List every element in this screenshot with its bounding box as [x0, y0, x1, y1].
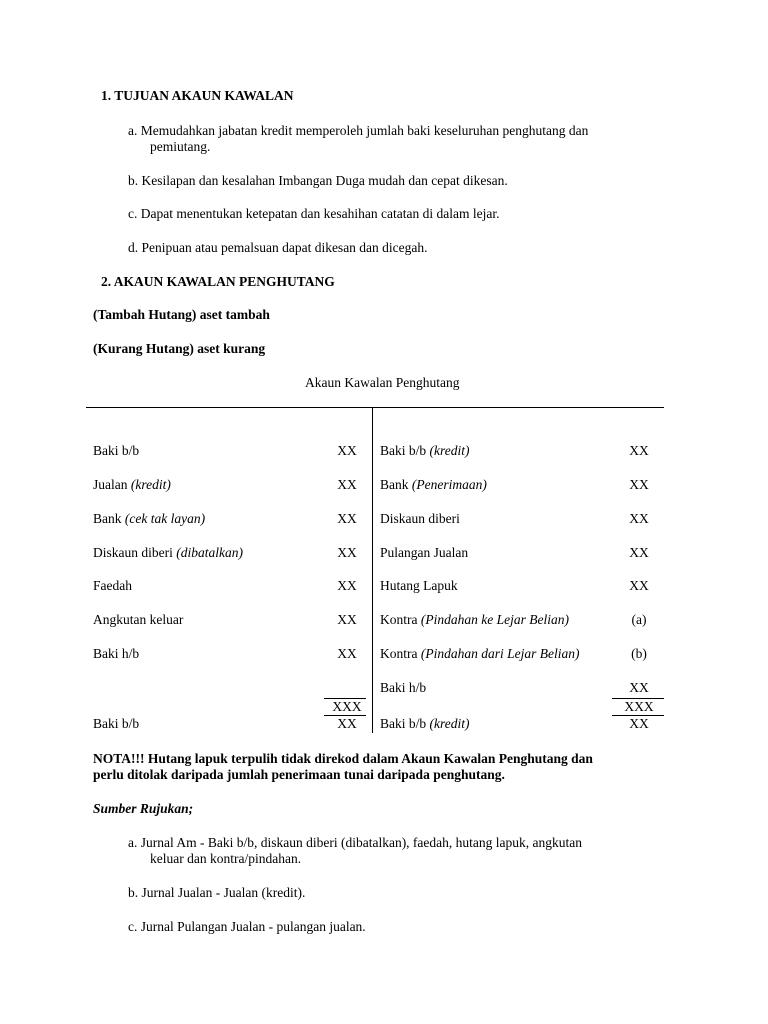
credit-amount: XX: [629, 477, 649, 492]
credit-amount: (a): [631, 612, 647, 627]
credit-row: Bank (Penerimaan): [380, 477, 487, 492]
section1-item-d: d. Penipuan atau pemalsuan dapat dikesan dan dicegah.: [128, 240, 428, 255]
credit-amount: XX: [629, 578, 649, 593]
debit-total: XXX: [332, 699, 362, 714]
credit-final-amount: XX: [629, 716, 649, 731]
debit-amount: XX: [337, 646, 357, 661]
debit-amount: XX: [337, 511, 357, 526]
credit-row: Kontra (Pindahan dari Lejar Belian): [380, 646, 580, 661]
credit-total: XXX: [624, 699, 654, 714]
credit-row: Hutang Lapuk: [380, 578, 458, 593]
section1-item-c: c. Dapat menentukan ketepatan dan kesahihan catatan di dalam lejar.: [128, 206, 500, 221]
debit-row: Angkutan keluar: [93, 612, 184, 627]
debit-final-amount: XX: [337, 716, 357, 731]
credit-row: Kontra (Pindahan ke Lejar Belian): [380, 612, 569, 627]
credit-amount: XX: [629, 680, 649, 695]
credit-row: Diskaun diberi: [380, 511, 460, 526]
section1-item-a: a. Memudahkan jabatan kredit memperoleh jumlah baki keseluruhan penghutang dan: [128, 123, 589, 138]
credit-final-label: Baki b/b (kredit): [380, 716, 470, 731]
debit-row: Jualan (kredit): [93, 477, 171, 492]
section2-heading: 2. AKAUN KAWALAN PENGHUTANG: [101, 274, 335, 289]
debit-row: Baki h/b: [93, 646, 140, 661]
credit-amount: XX: [629, 545, 649, 560]
note-kurang-hutang: (Kurang Hutang) aset kurang: [93, 341, 266, 356]
section1-item-b: b. Kesilapan dan kesalahan Imbangan Duga mudah dan cepat dikesan.: [128, 173, 508, 188]
debit-amount: XX: [337, 477, 357, 492]
debit-row: Bank (cek tak layan): [93, 511, 206, 526]
sumber-heading: Sumber Rujukan;: [93, 801, 194, 816]
credit-amount: XX: [629, 443, 649, 458]
note-tambah-hutang: (Tambah Hutang) aset tambah: [93, 307, 270, 322]
debit-row: Baki b/b: [93, 443, 140, 458]
sumber-item-a: a. Jurnal Am - Baki b/b, diskaun diberi (dibatalkan), faedah, hutang lapuk, angkutan: [128, 835, 583, 850]
account-title: Akaun Kawalan Penghutang: [305, 375, 460, 390]
t-account-divider: [372, 407, 373, 733]
nota-line1: NOTA!!! Hutang lapuk terpulih tidak direkod dalam Akaun Kawalan Penghutang dan: [93, 751, 593, 766]
debit-final-label: Baki b/b: [93, 716, 140, 731]
credit-row: Baki h/b: [380, 680, 427, 695]
nota-line2: perlu ditolak daripada jumlah penerimaan tunai daripada penghutang.: [93, 767, 505, 782]
credit-amount: (b): [631, 646, 647, 661]
sumber-item-a-cont: keluar dan kontra/pindahan.: [150, 851, 302, 866]
debit-amount: XX: [337, 612, 357, 627]
debit-row: Diskaun diberi (dibatalkan): [93, 545, 243, 560]
credit-row: Baki b/b (kredit): [380, 443, 470, 458]
sumber-item-b: b. Jurnal Jualan - Jualan (kredit).: [128, 885, 306, 900]
section1-heading: 1. TUJUAN AKAUN KAWALAN: [101, 88, 294, 103]
debit-amount: XX: [337, 545, 357, 560]
debit-amount: XX: [337, 578, 357, 593]
debit-amount: XX: [337, 443, 357, 458]
t-account-top-line: [86, 407, 664, 408]
credit-amount: XX: [629, 511, 649, 526]
section1-item-a-cont: pemiutang.: [150, 139, 211, 154]
credit-row: Pulangan Jualan: [380, 545, 469, 560]
sumber-item-c: c. Jurnal Pulangan Jualan - pulangan jualan.: [128, 919, 366, 934]
debit-row: Faedah: [93, 578, 132, 593]
